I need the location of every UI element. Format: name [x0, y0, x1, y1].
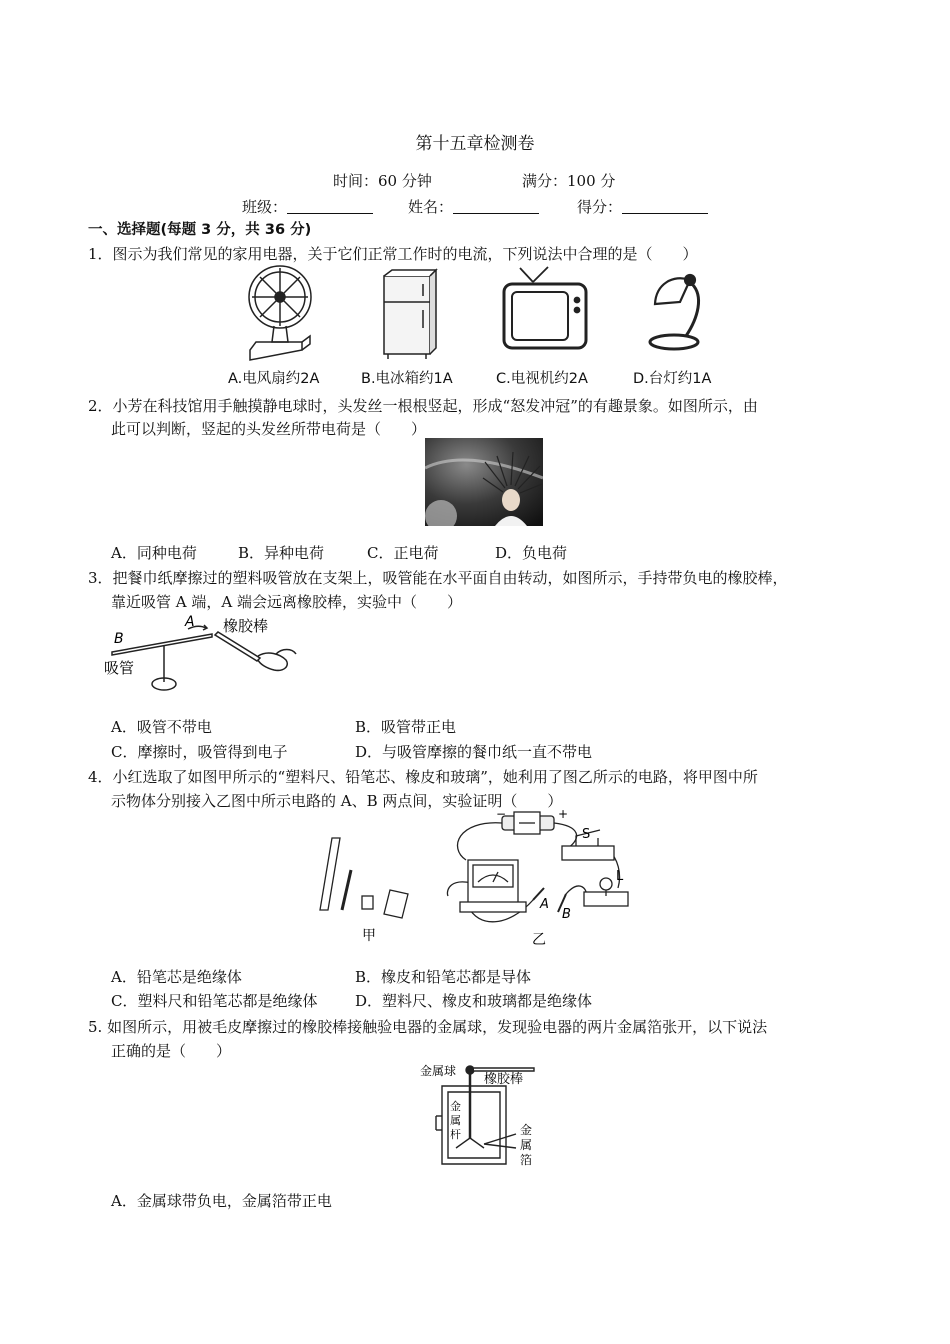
q2-option-d[interactable]: D．负电荷 — [495, 544, 568, 562]
q2-option-b[interactable]: B．异种电荷 — [238, 544, 325, 562]
q4-option-c[interactable]: C．塑料尺和铅笔芯都是绝缘体 — [111, 992, 318, 1010]
q4-fig-label-yi: 乙 — [532, 932, 546, 948]
score-field[interactable] — [577, 196, 708, 218]
q4-fig-label-s: S — [582, 827, 591, 842]
q4-fig-label-l: L — [616, 869, 624, 884]
score-label: 得分： — [577, 198, 623, 216]
q5-fig-label-foil-3: 箔 — [520, 1153, 533, 1167]
q1-option-c[interactable]: C.电视机约2A — [496, 371, 588, 387]
q1-stem: 1．图示为我们常见的家用电器，关于它们正常工作时的电流，下列说法中合理的是（ ） — [88, 245, 698, 263]
q4-fig-label-a: A — [540, 897, 549, 912]
q5-fig-label-foil-1: 金 — [520, 1123, 533, 1137]
q4-circuit-figure — [318, 808, 648, 950]
q4-option-d[interactable]: D．塑料尺、橡皮和玻璃都是绝缘体 — [355, 992, 593, 1010]
q3-option-d[interactable]: D．与吸管摩擦的餐巾纸一直不带电 — [355, 743, 593, 761]
q3-straw-figure — [100, 612, 305, 694]
q5-fig-label-stem-1: 金 — [450, 1100, 461, 1113]
q5-stem-line1: 5. 如图所示，用被毛皮摩擦过的橡胶棒接触验电器的金属球，发现验电器的两片金属箔张开，以下说法 — [88, 1018, 768, 1036]
q5-fig-label-rod: 橡胶棒 — [484, 1072, 524, 1087]
score-blank[interactable] — [622, 199, 708, 214]
q5-fig-label-foil-2: 属 — [520, 1138, 533, 1152]
q5-fig-label-ball: 金属球 — [420, 1064, 457, 1078]
tv-icon — [504, 267, 586, 348]
q4-fig-label-minus: − — [496, 808, 507, 821]
q4-stem-line1: 4．小红选取了如图甲所示的“塑料尺、铅笔芯、橡皮和玻璃”，她利用了图乙所示的电路，将甲图中所 — [88, 768, 758, 786]
q3-option-b[interactable]: B．吸管带正电 — [355, 718, 457, 736]
page-title: 第十五章检测卷 — [415, 134, 535, 154]
q3-stem-line2: 靠近吸管 A 端，A 端会远离橡胶棒，实验中（ ） — [111, 593, 462, 611]
q3-stem-line1: 3．把餐巾纸摩擦过的塑料吸管放在支架上，吸管能在水平面自由转动，如图所示，手持带负电的橡胶棒， — [88, 569, 788, 587]
exam-time: 时间：60 分钟 — [333, 172, 432, 190]
q1-appliances-figure — [228, 262, 748, 370]
q4-fig-label-jia: 甲 — [362, 928, 376, 944]
q1-option-b[interactable]: B.电冰箱约1A — [361, 371, 453, 387]
name-field[interactable] — [408, 196, 539, 218]
refrigerator-icon — [384, 270, 436, 359]
name-label: 姓名： — [408, 198, 454, 216]
q5-electroscope-figure — [410, 1058, 560, 1170]
q2-option-a[interactable]: A．同种电荷 — [111, 544, 197, 562]
q5-fig-label-stem-2: 属 — [450, 1114, 461, 1127]
full-score: 满分：100 分 — [522, 172, 616, 190]
q4-fig-label-b: B — [562, 907, 571, 922]
q3-fig-label-rod: 橡胶棒 — [223, 617, 269, 635]
fan-icon — [249, 266, 311, 360]
ruler-icon — [320, 838, 340, 910]
desk-lamp-icon — [650, 275, 699, 349]
q2-option-c[interactable]: C．正电荷 — [367, 544, 439, 562]
q5-stem-line2: 正确的是（ ） — [111, 1042, 232, 1060]
q3-option-a[interactable]: A．吸管不带电 — [111, 718, 212, 736]
q3-fig-label-straw: 吸管 — [104, 659, 135, 677]
q5-option-a[interactable]: A．金属球带负电，金属箔带正电 — [111, 1192, 332, 1210]
q4-stem-line2: 示物体分别接入乙图中所示电路的 A、B 两点间，实验证明（ ） — [111, 792, 563, 810]
q3-option-c[interactable]: C．摩擦时，吸管得到电子 — [111, 743, 288, 761]
q1-option-d[interactable]: D.台灯约1A — [633, 371, 712, 387]
q2-static-photo — [425, 438, 543, 526]
q4-option-a[interactable]: A．铅笔芯是绝缘体 — [111, 968, 242, 986]
q1-option-a[interactable]: A.电风扇约2A — [228, 371, 320, 387]
q4-option-b[interactable]: B．橡皮和铅笔芯都是导体 — [355, 968, 532, 986]
class-field[interactable] — [242, 196, 373, 218]
q3-fig-label-a: A — [185, 614, 195, 630]
q4-fig-label-plus: + — [558, 808, 569, 821]
q5-fig-label-stem-3: 杆 — [450, 1128, 461, 1141]
q2-stem-line2: 此可以判断，竖起的头发丝所带电荷是（ ） — [111, 420, 427, 438]
name-blank[interactable] — [453, 199, 539, 214]
class-label: 班级： — [242, 198, 288, 216]
q2-stem-line1: 2．小芳在科技馆用手触摸静电球时，头发丝一根根竖起，形成“怒发冲冠”的有趣景象。如图所示，由 — [88, 397, 758, 415]
q3-fig-label-b: B — [114, 631, 124, 647]
class-blank[interactable] — [287, 199, 373, 214]
section-heading: 一、选择题(每题 3 分，共 36 分) — [88, 222, 312, 238]
